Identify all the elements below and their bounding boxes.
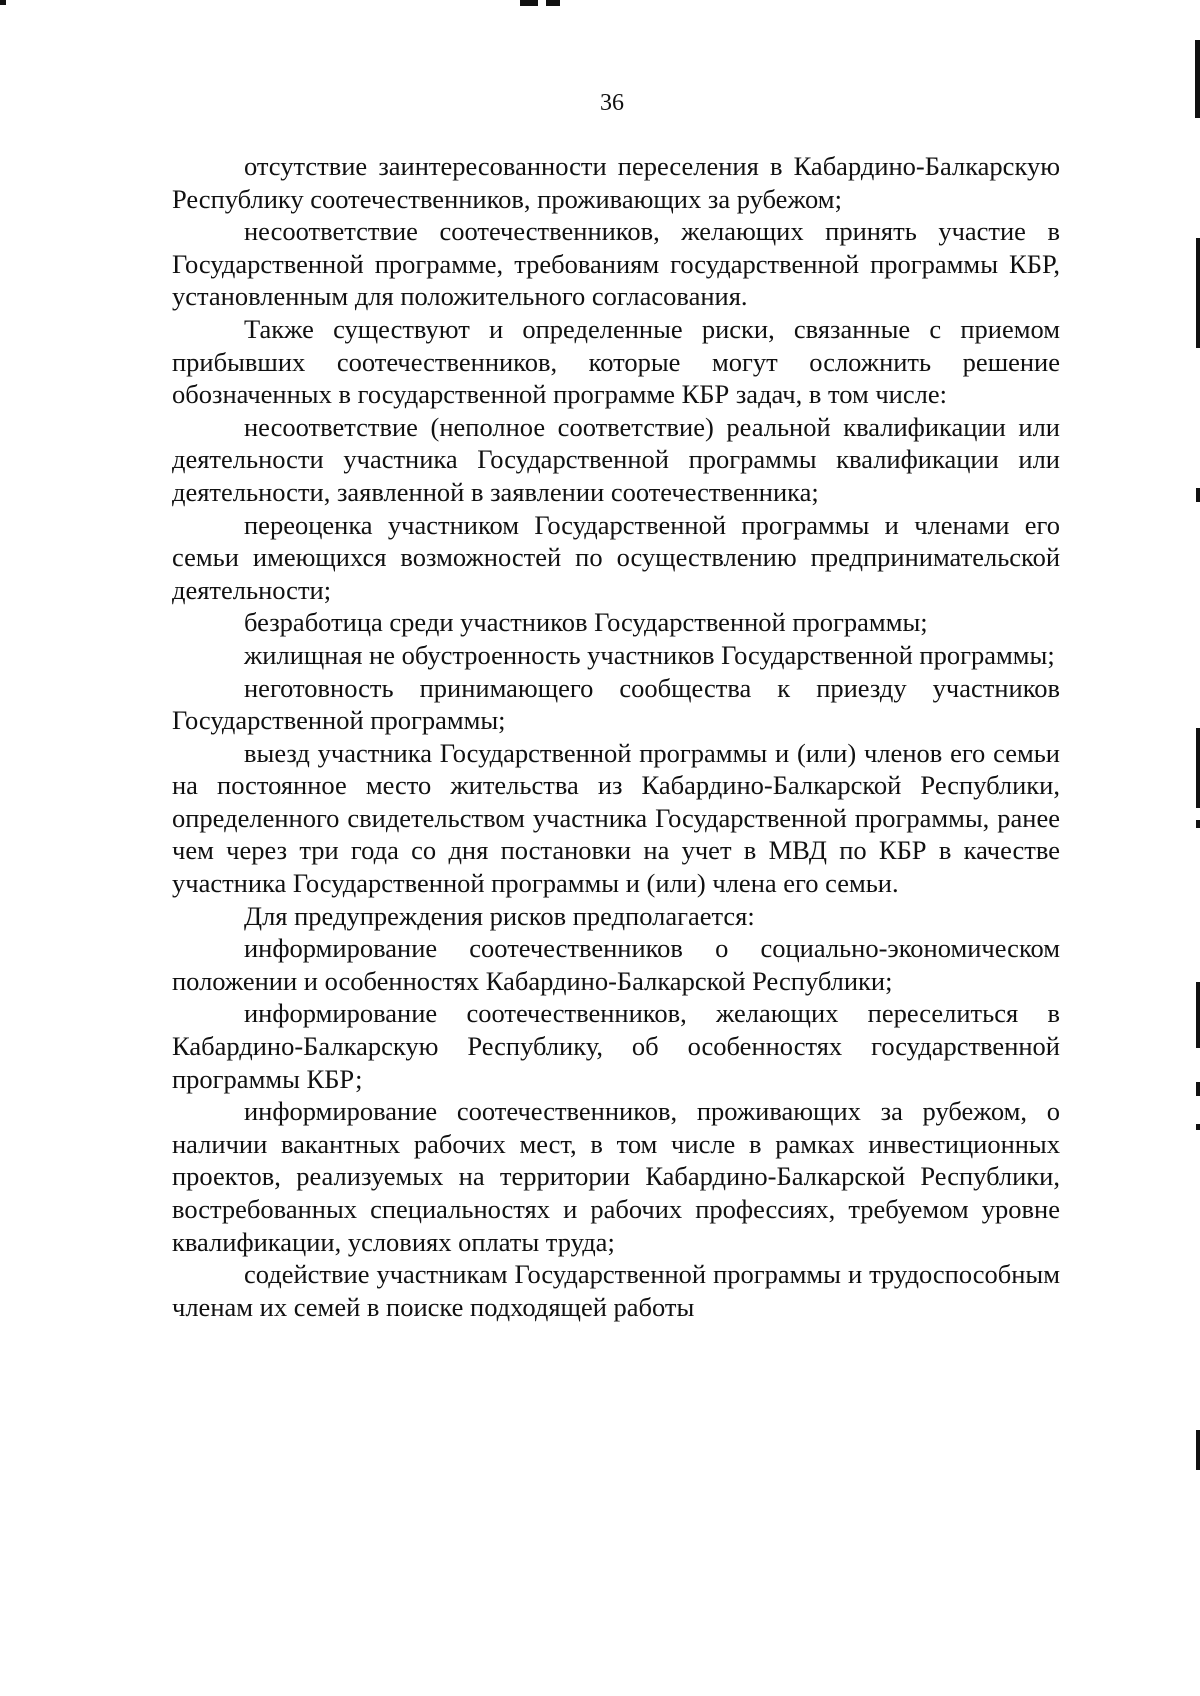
scan-mark-right-9 (1196, 1430, 1200, 1470)
paragraph-10: Для предупреждения рисков предполагается: (244, 900, 755, 931)
scan-mark-right-2 (1196, 238, 1200, 348)
scan-mark-right-3 (1196, 488, 1200, 502)
paragraph-7: жилищная не обустроенность участников Государственной программы; (244, 639, 1055, 670)
paragraph-4: несоответствие (неполное соответствие) реальной квалификации или деятельности участника Государственной программы квалификации или деятельности, заявленной в заявлении соотечественника; (172, 411, 1060, 507)
paragraph-12: информирование соотечественников, желающих переселиться в Кабардино-Балкарскую Республику, об особенностях государственной программы КБР; (172, 998, 1060, 1094)
paragraph-1: отсутствие заинтересованности переселения в Кабардино-Балкарскую Республику соотечественников, проживающих за рубежом; (172, 151, 1060, 214)
paragraph-11: информирование соотечественников о социально-экономическом положении и особенностях Кабардино-Балкарской Республики; (172, 933, 1060, 996)
paragraph-2: несоответствие соотечественников, желающих принять участие в Государственной программе, требованиям государственной программы КБР, установленным для положительного согласования. (172, 216, 1060, 312)
scan-mark-top-left (0, 0, 6, 5)
paragraph-5: переоценка участником Государственной программы и членами его семьи имеющихся возможностей по осуществлению предпринимательской деятельности; (172, 509, 1060, 605)
scan-mark-top-center-2 (546, 0, 560, 6)
scan-mark-top-center (520, 0, 538, 6)
paragraph-3: Также существуют и определенные риски, связанные с приемом прибывших соотечественников, которые могут осложнить решение обозначенных в государственной программе КБР задач, в том числе: (172, 313, 1060, 410)
document-body (172, 150, 1060, 1323)
scan-mark-right-7 (1196, 1082, 1200, 1096)
paragraph-9: выезд участника Государственной программы и (или) членов его семьи на постоянное место жительства из Кабардино-Балкарской Республики, определенного свидетельством участника Государственной программы, ранее чем через три года со дня постановки на учет в МВД по КБР в качестве участника Государственной программы и (или) члена его семьи. (172, 737, 1060, 899)
paragraph-13: информирование соотечественников, проживающих за рубежом, о наличии вакантных рабочих мест, в том числе в рамках инвестиционных проектов, реализуемых на территории Кабардино-Балкарской Республики, востребованных специальностях и рабочих профессиях, требуемом уровне квалификации, условиях оплаты труда; (172, 1096, 1060, 1257)
page-number: 36 (600, 90, 624, 116)
paragraph-6: безработица среди участников Государственной программы; (244, 607, 928, 638)
paragraph-14: содействие участникам Государственной программы и трудоспособным членам их семей в поиске подходящей работы (172, 1259, 1060, 1322)
paragraph-8: неготовность принимающего сообщества к приезду участников Государственной программы; (172, 672, 1060, 736)
scan-mark-right-4 (1196, 728, 1200, 808)
scan-mark-right-8 (1196, 1124, 1200, 1130)
scan-mark-right-6 (1196, 982, 1200, 1048)
scan-mark-right-5 (1196, 820, 1200, 828)
